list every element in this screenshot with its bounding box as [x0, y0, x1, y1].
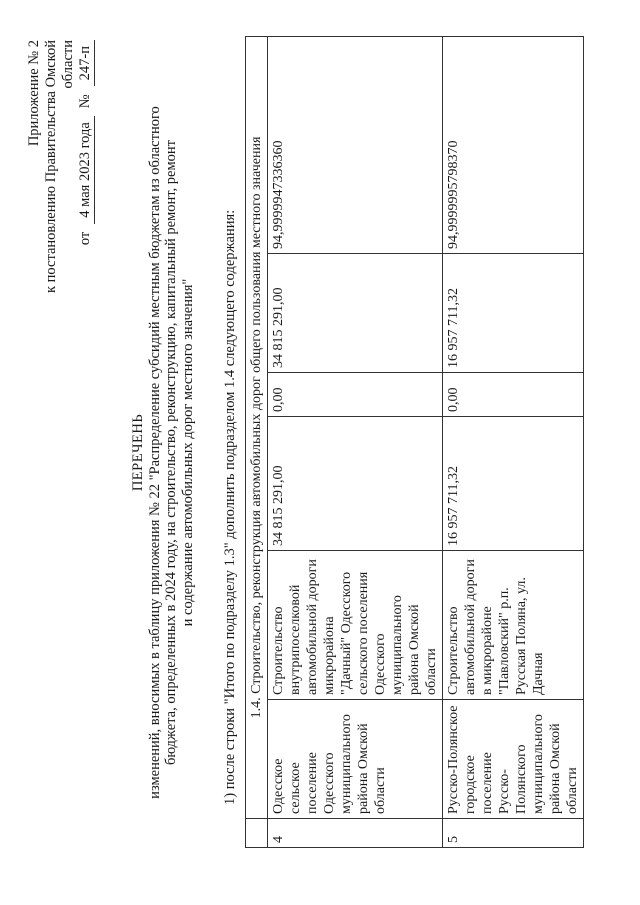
from-label: от — [77, 231, 93, 246]
percent-cell: 94,9999947336360 — [268, 37, 443, 254]
document-heading — [130, 40, 196, 865]
appendix-line1: Приложение № 2 — [26, 40, 42, 147]
instruction-text: 1) после строки "Итого по подразделу 1.3" дополнить подразделом 1.4 следующего содержания: — [222, 209, 238, 805]
document-title: ПЕРЕЧЕНЬ — [130, 413, 146, 492]
amount-zero-cell: 0,00 — [443, 373, 584, 417]
changes-table — [245, 36, 584, 848]
section-num-cell — [246, 819, 268, 848]
appendix-date: 4 мая 2023 года — [77, 116, 95, 224]
appendix-line2: к постановлению Правительства Омской области — [43, 40, 76, 294]
amount-year-cell: 16 957 711,32 — [443, 254, 584, 373]
municipality-cell: Одесское сельское поселение Одесского муниципального района Омской области — [268, 700, 443, 819]
amount-year-cell: 34 815 291,00 — [268, 254, 443, 373]
heading-line2: бюджета, определенных в 2024 году, на строительство, реконструкцию, капитальный ремонт, ремонт — [163, 140, 179, 765]
section-row — [246, 37, 268, 848]
number-label: № — [77, 94, 93, 109]
section-title: 1.4. Строительство, реконструкция автомобильных дорог общего пользования местного значения — [246, 37, 268, 819]
row-number: 4 — [268, 819, 443, 848]
heading-line1: изменений, вносимых в таблицу приложения № 22 "Распределение субсидий местным бюджетам из областного — [146, 106, 163, 799]
percent-cell: 94,9999995798370 — [443, 37, 584, 254]
table-row — [443, 37, 584, 848]
appendix-date-row — [77, 40, 95, 340]
amount-zero-cell: 0,00 — [268, 373, 443, 417]
heading-line3: и содержание автомобильных дорог местного значения" — [179, 278, 196, 627]
amount-total-cell: 16 957 711,32 — [443, 417, 584, 551]
appendix-header — [26, 40, 95, 340]
appendix-number: 247-п — [77, 40, 95, 86]
row-number: 5 — [443, 819, 584, 848]
object-cell: Строительство внутрипоселковой автомобильной дороги микрорайона "Дачный" Одесского сельского поселения Одесского муниципального района Омской области — [268, 551, 443, 700]
municipality-cell: Русско-Полянское городское поселение Русско-Полянского муниципального района Омской области — [443, 700, 584, 819]
object-cell: Строительство автомобильной дороги в микрорайоне "Павловский" р.п. Русская Поляна, ул. Дачная — [443, 551, 584, 700]
table-row — [268, 37, 443, 848]
amount-total-cell: 34 815 291,00 — [268, 417, 443, 551]
